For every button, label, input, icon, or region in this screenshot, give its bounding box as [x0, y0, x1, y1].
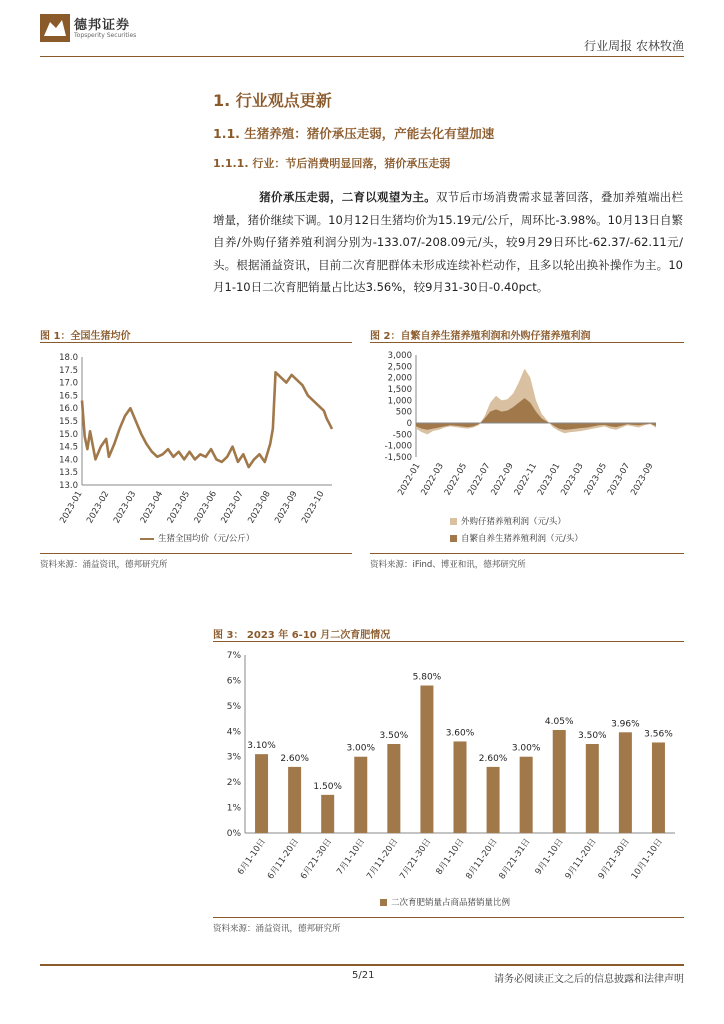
bar [652, 742, 665, 833]
page-number: 5/21 [352, 970, 375, 981]
series-line-price [82, 372, 332, 467]
legend-line-swatch [140, 538, 154, 540]
fig3-legend-label: 二次育肥销量占商品猪销量比例 [391, 898, 511, 908]
fig3-title: 图 3： 2023 年 6-10 月二次育肥情况 [213, 630, 391, 641]
y-tick-label: 1,500 [387, 385, 412, 395]
x-category-label: 9月21-30日 [596, 836, 632, 882]
x-tick-label: 2023-03 [111, 489, 139, 526]
paragraph-lead: 猪价承压走弱，二育以观望为主。 [259, 190, 436, 204]
x-category-label: 9月11-20日 [563, 836, 599, 882]
bar [487, 767, 500, 833]
bar [420, 686, 433, 833]
y-tick-label: 17.0 [59, 378, 78, 389]
y-tick-label: 0 [406, 419, 412, 429]
report-type: 行业周报 农林牧渔 [584, 39, 684, 53]
y-tick-label: 2% [226, 778, 241, 789]
bar [255, 754, 268, 833]
x-tick-label: 2023-09 [273, 489, 300, 526]
x-tick-label: 2023-08 [246, 489, 273, 526]
bar [387, 744, 400, 833]
fig2-bottom-rule [370, 553, 684, 554]
bar [619, 732, 632, 833]
y-tick-label: 16.0 [59, 404, 78, 415]
bar-value-label: 5.80% [412, 672, 442, 683]
x-category-label: 7月21-30日 [398, 836, 434, 882]
x-tick-label: 2022-05 [442, 461, 470, 498]
bar [454, 741, 467, 833]
y-tick-label: 7% [226, 651, 241, 661]
fig1-legend-label: 生猪全国均价（元/公斤） [158, 534, 255, 544]
y-tick-label: 2,000 [387, 373, 412, 384]
x-category-label: 6月11-20日 [265, 836, 302, 882]
paragraph-text: 双节后市场消费需求显著回落，叠加养殖端出栏增量，猪价继续下调。10月12日生猪均价为15.19元/公斤，周环比-3.98%。10月13日自繁自养/外购仔猪养殖利润分别为-133.07/-208.09元/头，较9月29日环比-62.37/-62.11元/头。根据涌益资讯，目前二次育肥群体未形成连续补栏动作，且多以轮出换补操作为主。10月1-10日二次育肥销量占比达3.56%，较9月31-30日-0.40pct。 [213, 190, 684, 294]
y-tick-label: 6% [226, 676, 241, 687]
y-tick-label: 15.5 [59, 417, 78, 427]
x-tick-label: 2023-02 [85, 489, 112, 526]
brand-name-en: Topsperity Securities [74, 32, 137, 39]
fig1-legend [140, 532, 254, 544]
y-tick-label: 5% [226, 701, 241, 712]
x-category-label: 7月11-20日 [365, 836, 401, 882]
y-tick-label: -1,500 [384, 453, 412, 463]
x-category-label: 7月1-10日 [335, 836, 368, 877]
x-tick-label: 2023-01 [58, 489, 85, 526]
bar-value-label: 2.60% [478, 753, 508, 764]
bar [354, 757, 367, 833]
fig2-title: 图 2：自繁自养生猪养殖利润和外购仔猪养殖利润 [370, 331, 591, 342]
bar [520, 757, 533, 833]
x-tick-label: 2023-09 [629, 461, 656, 498]
fig2-source: 资料来源：iFind、博亚和讯，德邦研究所 [370, 560, 526, 570]
y-tick-label: 14.5 [59, 442, 78, 453]
section-heading-1: 1. 行业观点更新 [213, 91, 332, 110]
bar-value-label: 3.00% [511, 743, 541, 754]
y-tick-label: 18.0 [59, 353, 78, 363]
section-heading-3: 1.1.1. 行业：节后消费明显回落，猪价承压走弱 [213, 157, 451, 170]
fig2-legend-b [450, 532, 583, 544]
y-tick-label: 3% [226, 752, 241, 763]
footer-divider [40, 964, 684, 966]
x-tick-label: 2022-07 [466, 461, 493, 498]
brand-name: 德邦证券 [74, 18, 131, 33]
bar-value-label: 3.00% [346, 743, 376, 754]
x-category-label: 6月1-10日 [235, 836, 268, 877]
bar [553, 730, 566, 833]
header-divider [40, 56, 684, 57]
fig3-title-rule [213, 641, 684, 642]
bar [288, 767, 301, 833]
fig2-chart [370, 345, 684, 515]
x-tick-label: 2022-11 [512, 461, 540, 498]
y-tick-label: -500 [392, 430, 412, 441]
bar [321, 795, 334, 833]
x-tick-label: 2023-07 [605, 461, 633, 498]
y-tick-label: 2,500 [387, 362, 412, 373]
x-tick-label: 2023-07 [219, 489, 246, 526]
x-category-label: 8月11-20日 [464, 836, 500, 882]
x-tick-label: 2023-01 [535, 461, 563, 498]
x-tick-label: 2023-05 [582, 461, 610, 498]
x-category-label: 8月1-10日 [434, 836, 467, 877]
x-tick-label: 2022-09 [489, 461, 516, 498]
fig2-legend-a [450, 515, 566, 527]
bar-value-label: 1.50% [313, 781, 342, 792]
x-tick-label: 2022-03 [419, 461, 446, 498]
x-category-label: 6月21-30日 [298, 836, 335, 882]
fig2-title-rule [370, 342, 684, 343]
y-tick-label: 1,000 [387, 396, 412, 407]
x-tick-label: 2022-01 [396, 461, 423, 498]
fig1-chart [40, 345, 360, 555]
body-paragraph [213, 186, 683, 299]
bar-value-label: 3.50% [578, 731, 607, 741]
fig1-title-rule [40, 342, 352, 343]
legend-swatch-b [450, 535, 457, 542]
fig1-source: 资料来源：涌益资讯，德邦研究所 [40, 560, 168, 570]
bar-value-label: 4.05% [544, 717, 574, 728]
fig3-chart [213, 645, 684, 890]
fig3-source: 资料来源：涌益资讯，德邦研究所 [213, 924, 341, 934]
fig3-legend [380, 896, 510, 908]
legend-swatch [380, 899, 387, 906]
x-tick-label: 2023-05 [165, 489, 193, 526]
y-tick-label: 1% [226, 803, 241, 814]
company-logo [40, 14, 70, 42]
y-tick-label: 13.5 [59, 468, 78, 479]
legend-swatch-a [450, 518, 457, 525]
bar-value-label: 2.60% [280, 753, 309, 764]
fig1-title: 图 1：全国生猪均价 [40, 331, 131, 342]
bar-value-label: 3.50% [379, 731, 409, 741]
fig2-legend-b-label: 自繁自养生猪养殖利润（元/头） [461, 534, 583, 544]
bar-value-label: 3.56% [644, 729, 673, 740]
y-tick-label: 0% [226, 829, 241, 839]
x-tick-label: 2023-03 [559, 461, 586, 498]
footer-disclaimer: 请务必阅读正文之后的信息披露和法律声明 [494, 974, 684, 985]
fig1-bottom-rule [40, 553, 352, 554]
x-tick-label: 2023-04 [138, 489, 166, 526]
bar-value-label: 3.10% [247, 741, 276, 752]
section-heading-2: 1.1. 生猪养殖：猪价承压走弱，产能去化有望加速 [213, 126, 495, 141]
y-tick-label: 13.0 [59, 481, 78, 491]
y-tick-label: 16.5 [59, 391, 78, 402]
fig2-legend-a-label: 外购仔猪养殖利润（元/头） [461, 517, 566, 527]
bar-value-label: 3.60% [445, 728, 475, 739]
fig3-bottom-rule [213, 917, 684, 918]
x-category-label: 9月1-10日 [533, 836, 566, 877]
bar [586, 744, 599, 833]
x-category-label: 8月21-31日 [497, 836, 533, 882]
x-category-label: 10月1-10日 [629, 836, 665, 882]
bar-value-label: 3.96% [611, 719, 640, 730]
y-tick-label: -1,000 [384, 441, 412, 452]
y-tick-label: 17.5 [59, 365, 78, 376]
y-tick-label: 4% [226, 727, 241, 738]
y-tick-label: 3,000 [387, 351, 412, 361]
y-tick-label: 500 [395, 407, 412, 418]
y-tick-label: 14.0 [59, 455, 78, 466]
x-tick-label: 2023-06 [192, 489, 220, 526]
y-tick-label: 15.0 [59, 429, 78, 440]
x-tick-label: 2023-10 [300, 489, 327, 526]
